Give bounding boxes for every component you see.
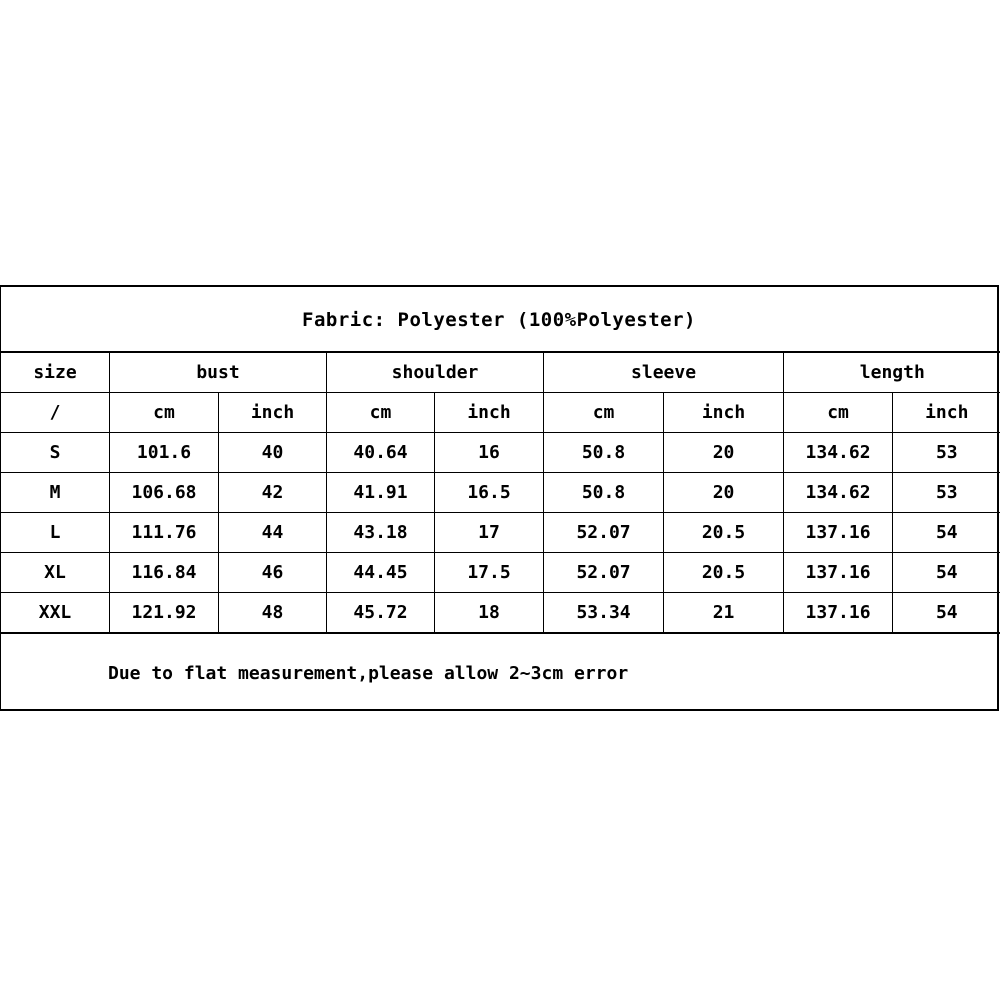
shoulder-inch-cell: 18 bbox=[435, 593, 544, 634]
bust-inch-cell: 42 bbox=[219, 473, 327, 513]
bust-inch-cell: 44 bbox=[219, 513, 327, 553]
bust-cm-cell: 106.68 bbox=[110, 473, 219, 513]
shoulder-inch-cell: 17.5 bbox=[435, 553, 544, 593]
shoulder-cm-cell: 44.45 bbox=[327, 553, 435, 593]
unit-inch: inch bbox=[664, 393, 784, 433]
header-shoulder: shoulder bbox=[327, 352, 544, 393]
size-cell: XL bbox=[1, 553, 110, 593]
sleeve-cm-cell: 52.07 bbox=[544, 553, 664, 593]
unit-cm: cm bbox=[110, 393, 219, 433]
sleeve-inch-cell: 20 bbox=[664, 473, 784, 513]
sleeve-inch-cell: 20 bbox=[664, 433, 784, 473]
unit-cm: cm bbox=[784, 393, 893, 433]
shoulder-cm-cell: 41.91 bbox=[327, 473, 435, 513]
length-cm-cell: 137.16 bbox=[784, 553, 893, 593]
unit-cm: cm bbox=[327, 393, 435, 433]
length-cm-cell: 137.16 bbox=[784, 593, 893, 634]
length-inch-cell: 54 bbox=[893, 593, 1000, 634]
unit-slash: / bbox=[1, 393, 110, 433]
header-sleeve: sleeve bbox=[544, 352, 784, 393]
length-inch-cell: 54 bbox=[893, 553, 1000, 593]
unit-row bbox=[1, 393, 1000, 433]
length-cm-cell: 137.16 bbox=[784, 513, 893, 553]
header-bust: bust bbox=[110, 352, 327, 393]
bust-inch-cell: 48 bbox=[219, 593, 327, 634]
length-inch-cell: 54 bbox=[893, 513, 1000, 553]
bust-inch-cell: 40 bbox=[219, 433, 327, 473]
length-cm-cell: 134.62 bbox=[784, 433, 893, 473]
length-inch-cell: 53 bbox=[893, 433, 1000, 473]
shoulder-cm-cell: 40.64 bbox=[327, 433, 435, 473]
table-row bbox=[1, 553, 1000, 593]
sleeve-inch-cell: 21 bbox=[664, 593, 784, 634]
shoulder-cm-cell: 43.18 bbox=[327, 513, 435, 553]
table-row bbox=[1, 513, 1000, 553]
bust-cm-cell: 116.84 bbox=[110, 553, 219, 593]
size-cell: L bbox=[1, 513, 110, 553]
table-row bbox=[1, 593, 1000, 634]
sleeve-inch-cell: 20.5 bbox=[664, 513, 784, 553]
bust-cm-cell: 111.76 bbox=[110, 513, 219, 553]
size-cell: XXL bbox=[1, 593, 110, 634]
table-row bbox=[1, 433, 1000, 473]
length-cm-cell: 134.62 bbox=[784, 473, 893, 513]
unit-inch: inch bbox=[435, 393, 544, 433]
table-row bbox=[1, 473, 1000, 513]
shoulder-inch-cell: 16 bbox=[435, 433, 544, 473]
bust-inch-cell: 46 bbox=[219, 553, 327, 593]
shoulder-cm-cell: 45.72 bbox=[327, 593, 435, 634]
shoulder-inch-cell: 17 bbox=[435, 513, 544, 553]
bust-cm-cell: 101.6 bbox=[110, 433, 219, 473]
header-length: length bbox=[784, 352, 1000, 393]
header-row bbox=[1, 352, 1000, 393]
size-table bbox=[0, 351, 1000, 634]
measurement-note: Due to flat measurement,please allow 2~3cm error bbox=[108, 663, 629, 684]
sleeve-cm-cell: 52.07 bbox=[544, 513, 664, 553]
size-cell: S bbox=[1, 433, 110, 473]
length-inch-cell: 53 bbox=[893, 473, 1000, 513]
sleeve-cm-cell: 50.8 bbox=[544, 433, 664, 473]
unit-inch: inch bbox=[893, 393, 1000, 433]
shoulder-inch-cell: 16.5 bbox=[435, 473, 544, 513]
bust-cm-cell: 121.92 bbox=[110, 593, 219, 634]
unit-inch: inch bbox=[219, 393, 327, 433]
sleeve-cm-cell: 53.34 bbox=[544, 593, 664, 634]
sleeve-cm-cell: 50.8 bbox=[544, 473, 664, 513]
unit-cm: cm bbox=[544, 393, 664, 433]
sleeve-inch-cell: 20.5 bbox=[664, 553, 784, 593]
size-cell: M bbox=[1, 473, 110, 513]
size-chart bbox=[0, 285, 999, 711]
fabric-title: Fabric: Polyester (100%Polyester) bbox=[302, 309, 696, 331]
header-size: size bbox=[1, 352, 110, 393]
